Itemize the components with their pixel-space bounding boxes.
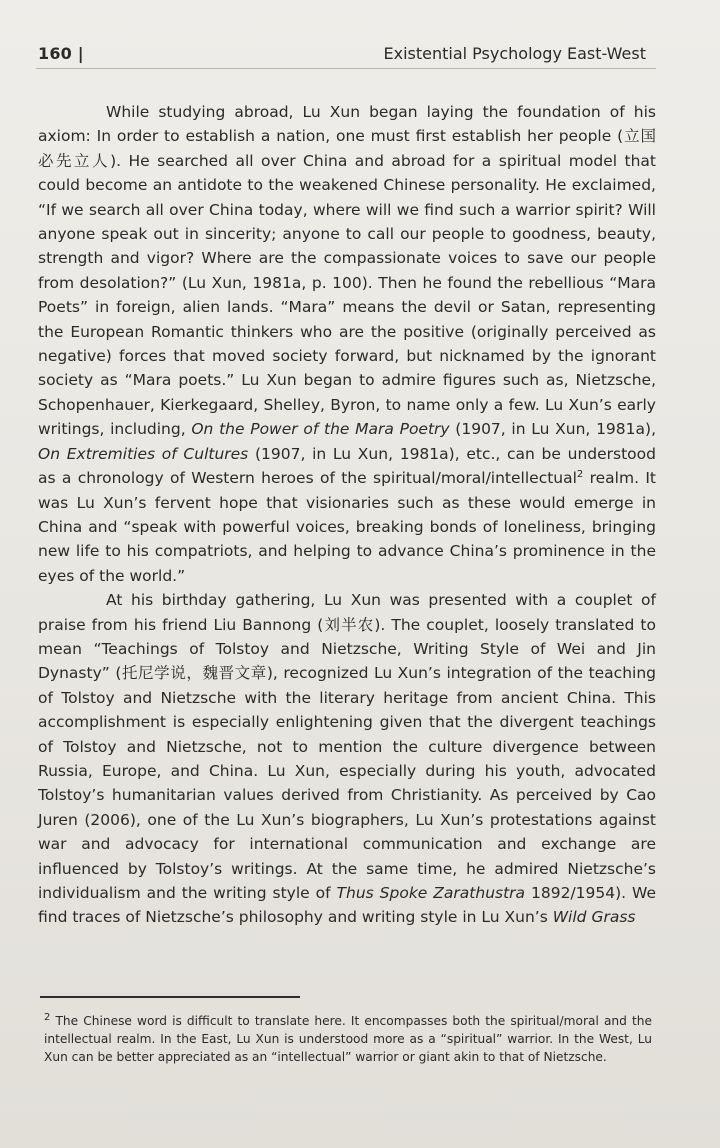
paragraph-text: 1892/1954). We find traces of Nietzsche’s philosophy and writing style in Lu Xun’s [38,884,656,927]
paragraph-text: realm. It was Lu Xun’s fervent hope that visionaries such as these would emerge in China and “speak with powerful voices, breaking bonds of loneliness, bringing new life to his compatriots, and helping to advance China’s prominence in the eyes of the world.” [38,469,656,585]
footnote [44,1012,652,1066]
footnote-rule [40,996,300,998]
body-text [38,100,656,930]
paragraph-text: (1907, in Lu Xun, 1981a), [449,420,656,439]
footnote-reference[interactable]: 2 [576,468,584,480]
paragraph-1 [38,100,656,588]
book-title: On the Power of the Mara Poetry [191,420,450,439]
footnote-number: 2 [44,1011,51,1023]
running-head: Existential Psychology East-West [383,44,646,63]
paragraph-text: At his birthday gathering, Lu Xun was presented with a couplet of praise from his friend Liu Bannong (刘半农). The couplet, loosely translated to mean “Teachings of Tolstoy and Nietzsche, Writing Style of Wei and Jin Dynasty” (托尼学说，魏晋文章), recognized Lu Xun’s integration of the teaching of Tolstoy and Nietzsche with the literary heritage from ancient China. This accomplishment is especially enlightening given that the divergent teachings of Tolstoy and Nietzsche, not to mention the culture divergence between Russia, Europe, and China. Lu Xun, especially during his youth, advocated Tolstoy’s humanitarian values derived from Christianity. As perceived by Cao Juren (2006), one of the Lu Xun’s biographers, Lu Xun’s protestations against war and advocacy for international communication and exchange are influenced by Tolstoy’s writings. At the same time, he admired Nietzsche’s individualism and the writing style of [38,591,656,902]
book-title: Wild Grass [552,908,636,927]
paragraph-2 [38,588,656,930]
paragraph-text: (1907, in Lu Xun, 1981a), etc., can be understood as a chronology of Western heroes of the spiritual/moral/intellectual [38,444,656,488]
header-rule [36,68,656,69]
paragraph-text: While studying abroad, Lu Xun began laying the foundation of his axiom: In order to establish a nation, one must first establish her people (立国必先立人). He searched all over China and abroad for a spiritual model that could become an antidote to the weakened Chinese personality. He exclaimed, “If we search all over China today, where will we find such a warrior spirit? Will anyone speak out in sincerity; anyone to call our people to goodness, beauty, strength and vigor? Where are the compassionate voices to save our people from desolation?” (Lu Xun, 1981a, p. 100). Then he found the rebellious “Mara Poets” in foreign, alien lands. “Mara” means the devil or Satan, representing the European Romantic thinkers who are the positive (originally perceived as negative) forces that moved society forward, but nicknamed by the ignorant society as “Mara poets.” Lu Xun began to admire figures such as, Nietzsche, Schopenhauer, Kierkegaard, Shelley, Byron, to name only a few. Lu Xun’s early writings, including, [38,103,656,439]
page-header [38,44,646,63]
page-number: 160 | [38,44,84,63]
book-title: On Extremities of Cultures [38,444,249,463]
footnote-text: The Chinese word is difficult to translate here. It encompasses both the spiritual/moral and the intellectual realm. In the East, Lu Xun is understood more as a “spiritual” warrior. In the West, Lu Xun can be better appreciated as an “intellectual” warrior or giant akin to that of Nietzsche. [44,1014,652,1064]
book-title: Thus Spoke Zarathustra [336,884,526,902]
